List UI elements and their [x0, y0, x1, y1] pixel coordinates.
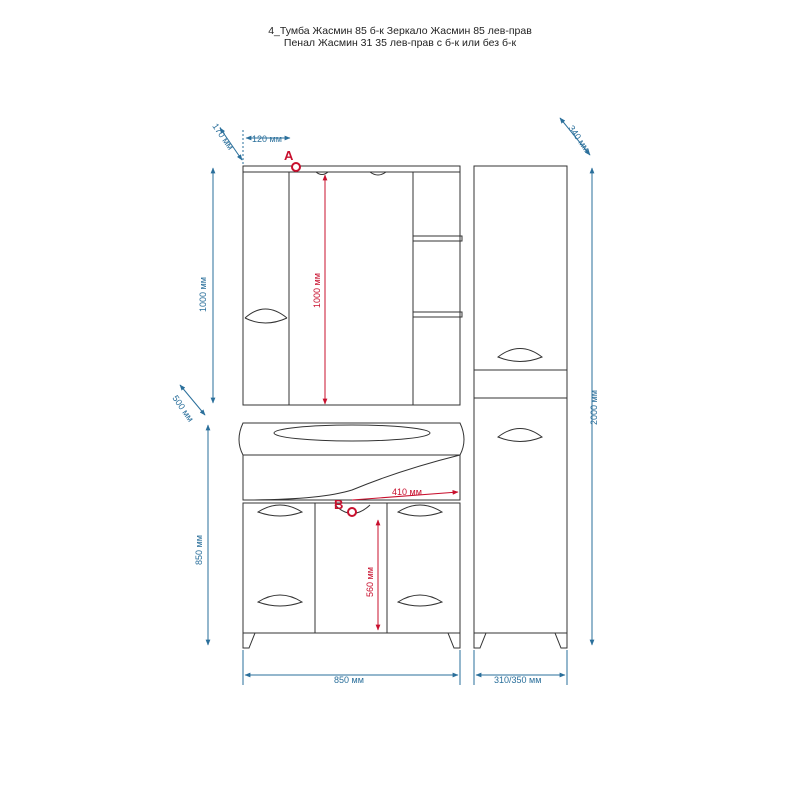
marker-a-point [292, 163, 300, 171]
vanity-handle-top-left [258, 505, 302, 516]
marker-a-label: A [284, 148, 294, 163]
washbasin [239, 423, 464, 455]
mirror-shelf-1 [413, 236, 462, 241]
dim-mirror-height-inner-text: 1000 мм [312, 273, 322, 308]
vanity-leg-left [243, 633, 255, 648]
dim-offset-a-text: 120 мм [252, 134, 282, 144]
mirror-top-shelf [243, 166, 460, 172]
vanity-handle-top-right [398, 505, 442, 516]
dim-offset-b-text: 410 мм [392, 487, 422, 497]
vanity-body [243, 503, 460, 633]
mirror-shelf-2 [413, 312, 462, 317]
vanity-leg-right [448, 633, 460, 648]
washbasin-bowl [274, 425, 430, 441]
dim-pencil-width-text: 310/350 мм [494, 675, 542, 685]
pencil-handle-upper [498, 349, 542, 362]
marker-b-point [348, 508, 356, 516]
vanity-handle-bottom-right [398, 595, 442, 606]
pencil-handle-lower [498, 429, 542, 442]
pencil-leg-right [555, 633, 567, 648]
diagram-title-line-1: 4_Тумба Жасмин 85 б-к Зеркало Жасмин 85 лев-прав [268, 25, 532, 37]
dim-drain-height-text: 560 мм [365, 567, 375, 597]
dim-mirror-height-outer-text: 1000 мм [198, 277, 208, 312]
mirror-cabinet [243, 166, 462, 405]
diagram-title-line-2: Пенал Жасмин 31 35 лев-прав с б-к или без б-к [283, 37, 517, 49]
dim-total-width-text: 850 мм [334, 675, 364, 685]
dim-cabinet-depth-text: 500 мм [170, 393, 196, 424]
dim-cabinet-height-text: 850 мм [194, 535, 204, 565]
mirror-body [243, 172, 460, 405]
dim-pencil-depth-text: 340 мм [566, 123, 592, 154]
vanity-handle-bottom-left [258, 595, 302, 606]
dim-mirror-depth-text: 170 мм [210, 121, 236, 152]
marker-b-label: B [334, 497, 344, 512]
pencil-case [474, 166, 567, 648]
left-door-handle [245, 309, 287, 318]
pencil-leg-left [474, 633, 486, 648]
dim-pencil-height-text: 2000 мм [589, 390, 599, 425]
pencil-case-body [474, 166, 567, 633]
vanity-cabinet [239, 423, 464, 648]
